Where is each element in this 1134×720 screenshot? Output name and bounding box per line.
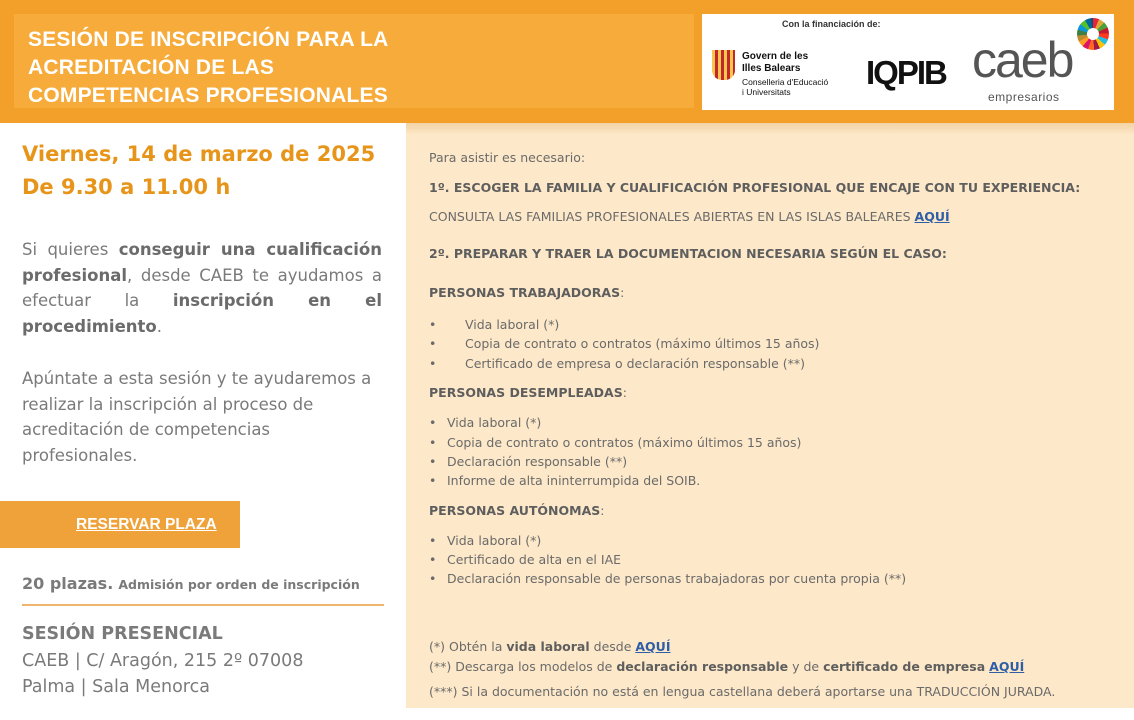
list-item: • Declaración responsable (**)	[429, 454, 628, 469]
self-employed-heading: PERSONAS AUTÓNOMAS:	[429, 503, 605, 518]
list-item: • Copia de contrato o contratos (máximo últimos 15 años)	[429, 336, 820, 351]
event-date: Viernes, 14 de marzo de 2025	[22, 142, 376, 166]
address-line-1: CAEB | C/ Aragón, 215 2º 07008	[22, 651, 304, 671]
iqpib-logo: IQPIB	[866, 54, 946, 91]
title-line-2: ACREDITACIÓN DE LAS	[28, 56, 275, 79]
requirements-panel	[406, 123, 1134, 708]
unemployed-heading: PERSONAS DESEMPLEADAS:	[429, 385, 627, 400]
session-type: SESIÓN PRESENCIAL	[22, 624, 223, 644]
list-item: • Certificado de alta en el IAE	[429, 552, 622, 567]
admission-note: Admisión por orden de inscripción	[118, 577, 360, 592]
caeb-logo-subtitle: empresarios	[988, 90, 1060, 104]
header-banner	[0, 0, 1134, 123]
balearic-shield-icon	[712, 50, 735, 80]
govern-logo-line-4: i Universitats	[742, 87, 791, 97]
govern-logo-line-1: Govern de les	[742, 51, 809, 62]
list-item: • Declaración responsable de personas trabajadoras por cuenta propia (**)	[429, 571, 907, 586]
sdg-wheel-icon	[1077, 18, 1109, 50]
panel-top-shadow	[406, 123, 1134, 135]
signup-paragraph: Apúntate a esta sesión y te ayudaremos a realizar la inscripción al proceso de acreditación de competencias profesionales.	[22, 369, 372, 465]
intro-highlight-qualification: conseguir una cualificación profesional	[22, 240, 382, 285]
intro-highlight-registration: inscripción en el procedimiento	[22, 291, 382, 336]
consult-families-line: CONSULTA LAS FAMILIAS PROFESIONALES ABIERTAS EN LAS ISLAS BALEARES AQUÍ	[429, 209, 950, 224]
note-vida-laboral: (*) Obtén la vida laboral desde AQUÍ	[429, 639, 671, 654]
financing-label: Con la financiación de:	[782, 19, 881, 29]
title-line-3: COMPETENCIAS PROFESIONALES	[28, 84, 388, 107]
step-2-heading: 2º. PREPARAR Y TRAER LA DOCUMENTACION NECESARIA SEGÚN EL CASO:	[429, 246, 947, 261]
seats-info	[22, 574, 360, 593]
intro-paragraph: Si quieres conseguir una cualificación profesional, desde CAEB te ayudamos a efectuar la inscripción en el procedimiento.	[22, 240, 382, 336]
address-line-2: Palma | Sala Menorca	[22, 677, 210, 697]
seats-count: 20 plazas.	[22, 574, 114, 593]
list-item: • Vida laboral (*)	[429, 533, 542, 548]
vida-laboral-link[interactable]: AQUÍ	[635, 639, 671, 654]
govern-illes-balears-logo	[712, 50, 842, 102]
list-item: • Informe de alta ininterrumpida del SOIB.	[429, 473, 701, 488]
step-1-heading: 1º. ESCOGER LA FAMILIA Y CUALIFICACIÓN PROFESIONAL QUE ENCAJE CON TU EXPERIENCIA:	[429, 180, 1081, 195]
govern-logo-line-3: Conselleria d'Educació	[742, 77, 829, 87]
workers-heading: PERSONAS TRABAJADORAS:	[429, 285, 625, 300]
page-title	[28, 26, 428, 110]
list-item: • Certificado de empresa o declaración responsable (**)	[429, 356, 806, 371]
note-translation: (***) Si la documentación no está en lengua castellana deberá aportarse una TRADUCCIÓN JURADA.	[429, 684, 1056, 699]
title-line-1: SESIÓN DE INSCRIPCIÓN PARA LA	[28, 28, 389, 51]
list-item: • Vida laboral (*)	[429, 415, 542, 430]
list-item: • Copia de contrato o contratos (máximo últimos 15 años)	[429, 435, 802, 450]
note-declaracion: (**) Descarga los modelos de declaración responsable y de certificado de empresa AQUÍ	[429, 659, 1025, 674]
event-time: De 9.30 a 11.00 h	[22, 175, 231, 199]
govern-logo-line-2: Illes Balears	[742, 63, 801, 74]
sponsor-logos	[702, 14, 1114, 110]
families-link[interactable]: AQUÍ	[914, 209, 950, 224]
divider	[22, 604, 384, 606]
models-download-link[interactable]: AQUÍ	[989, 659, 1025, 674]
caeb-logo: caeb	[972, 32, 1073, 88]
requirements-intro: Para asistir es necesario:	[429, 150, 586, 165]
reserve-seat-button[interactable]	[0, 501, 240, 548]
reserve-seat-label[interactable]: RESERVAR PLAZA	[76, 516, 217, 533]
list-item: • Vida laboral (*)	[429, 317, 560, 332]
